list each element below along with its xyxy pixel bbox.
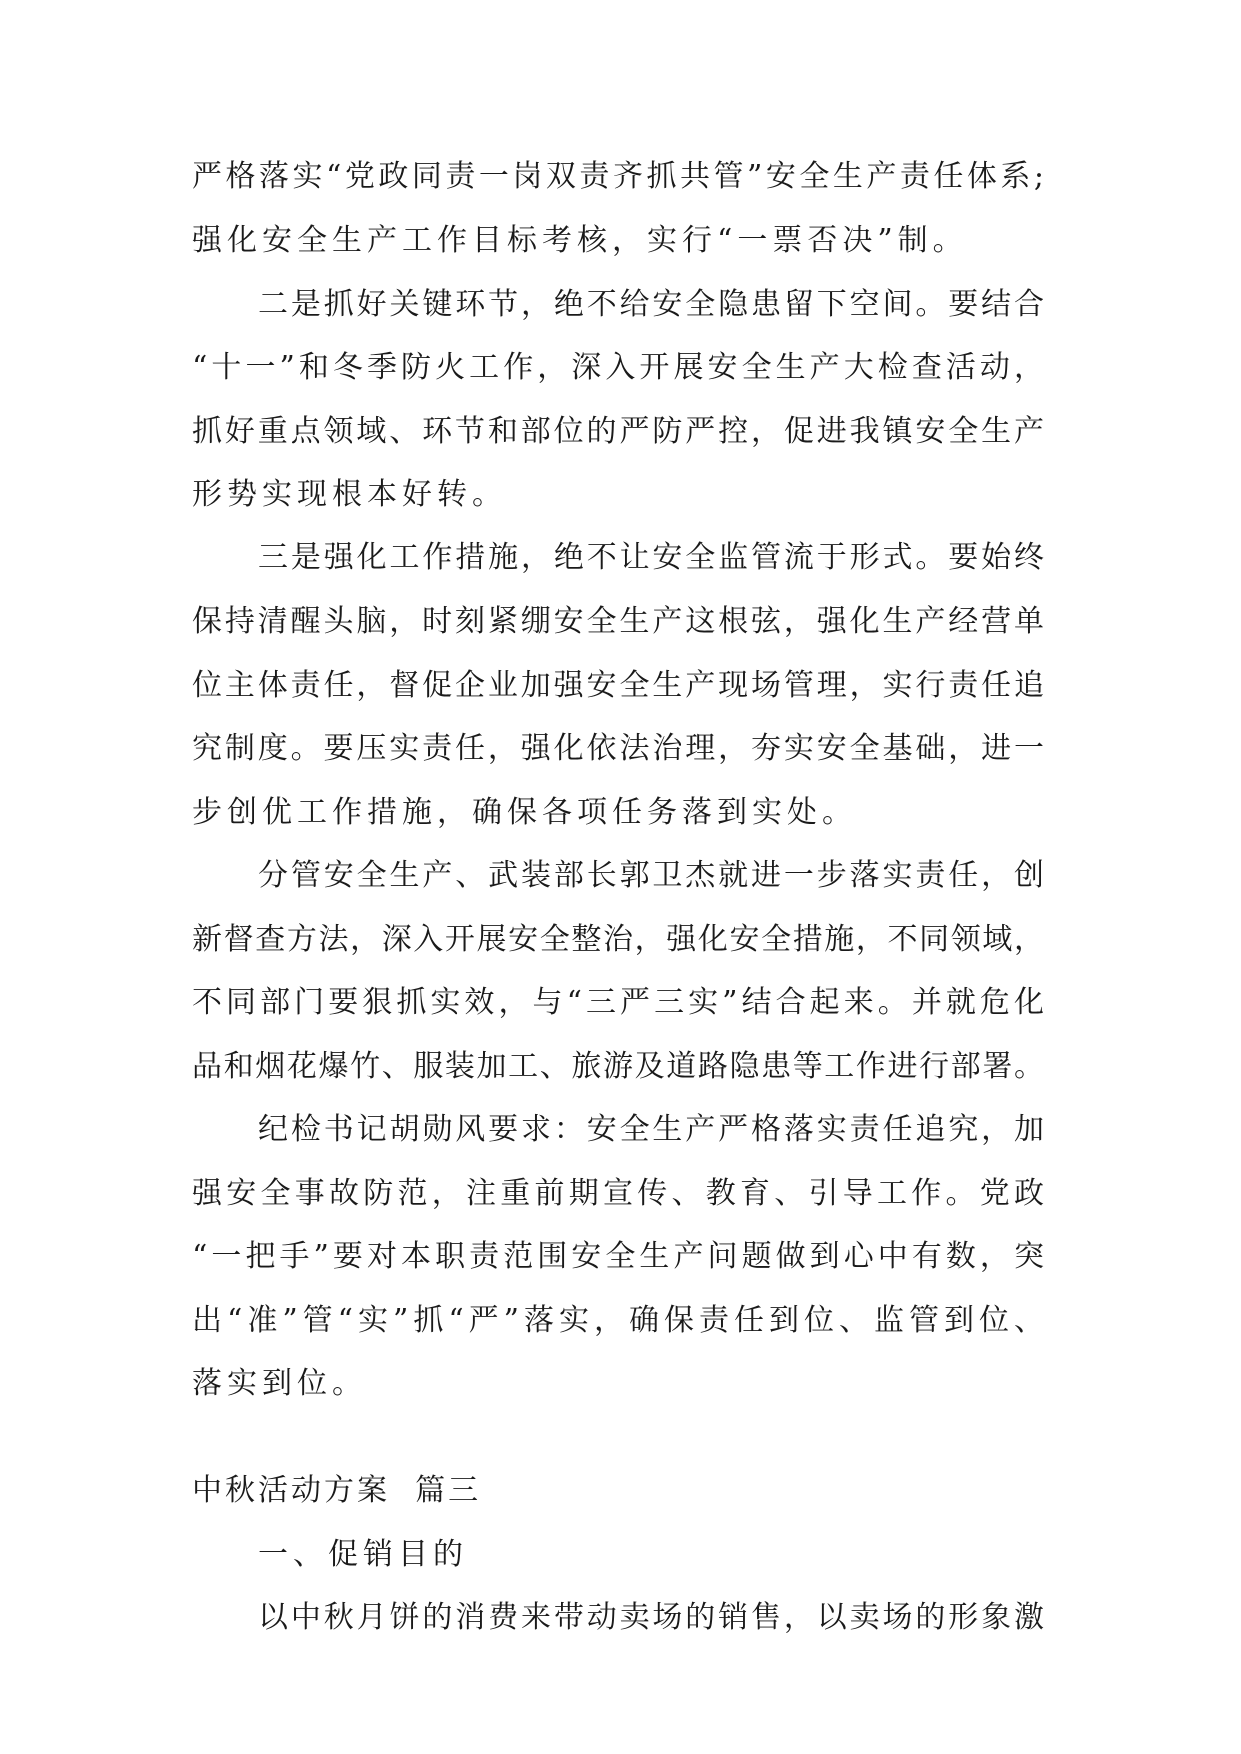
paragraph-line: 三是强化工作措施，绝不让安全监管流于形式。要始终 (258, 540, 1044, 575)
paragraph-line: 品和烟花爆竹、服装加工、旅游及道路隐患等工作进行部署。 (192, 1049, 1044, 1084)
subsection-heading: 一、促销目的 (258, 1537, 468, 1572)
paragraph-line: 位主体责任，督促企业加强安全生产现场管理，实行责任追 (192, 668, 1044, 703)
paragraph-line: “十一”和冬季防火工作，深入开展安全生产大检查活动， (192, 350, 1044, 385)
paragraph-line: 抓好重点领域、环节和部位的严防严控，促进我镇安全生产 (192, 414, 1044, 449)
paragraph-line: 纪检书记胡勋风要求：安全生产严格落实责任追究，加 (258, 1112, 1044, 1147)
paragraph-line: 究制度。要压实责任，强化依法治理，夯实安全基础，进一 (192, 731, 1044, 766)
paragraph-line: 不同部门要狠抓实效，与“三严三实”结合起来。并就危化 (192, 985, 1044, 1020)
paragraph-line: “一把手”要对本职责范围安全生产问题做到心中有数，突 (192, 1239, 1044, 1274)
paragraph-line: 步创优工作措施，确保各项任务落到实处。 (192, 795, 857, 830)
paragraph-line: 出“准”管“实”抓“严”落实，确保责任到位、监管到位、 (192, 1303, 1044, 1338)
section-title: 中秋活动方案 篇三 (192, 1473, 482, 1508)
paragraph-line: 分管安全生产、武装部长郭卫杰就进一步落实责任，创 (258, 858, 1044, 893)
paragraph-line: 落实到位。 (192, 1366, 367, 1401)
paragraph-line: 保持清醒头脑，时刻紧绷安全生产这根弦，强化生产经营单 (192, 604, 1044, 639)
paragraph-line: 形势实现根本好转。 (192, 477, 507, 512)
paragraph-line: 二是抓好关键环节，绝不给安全隐患留下空间。要结合 (258, 287, 1044, 322)
paragraph-line: 严格落实“党政同责一岗双责齐抓共管”安全生产责任体系; (192, 159, 1044, 194)
paragraph-line: 新督查方法，深入开展安全整治，强化安全措施，不同领域， (192, 922, 1044, 957)
paragraph-line: 以中秋月饼的消费来带动卖场的销售，以卖场的形象激 (258, 1600, 1044, 1635)
paragraph-line: 强化安全生产工作目标考核，实行“一票否决”制。 (192, 223, 968, 258)
paragraph-line: 强安全事故防范，注重前期宣传、教育、引导工作。党政 (192, 1176, 1044, 1211)
